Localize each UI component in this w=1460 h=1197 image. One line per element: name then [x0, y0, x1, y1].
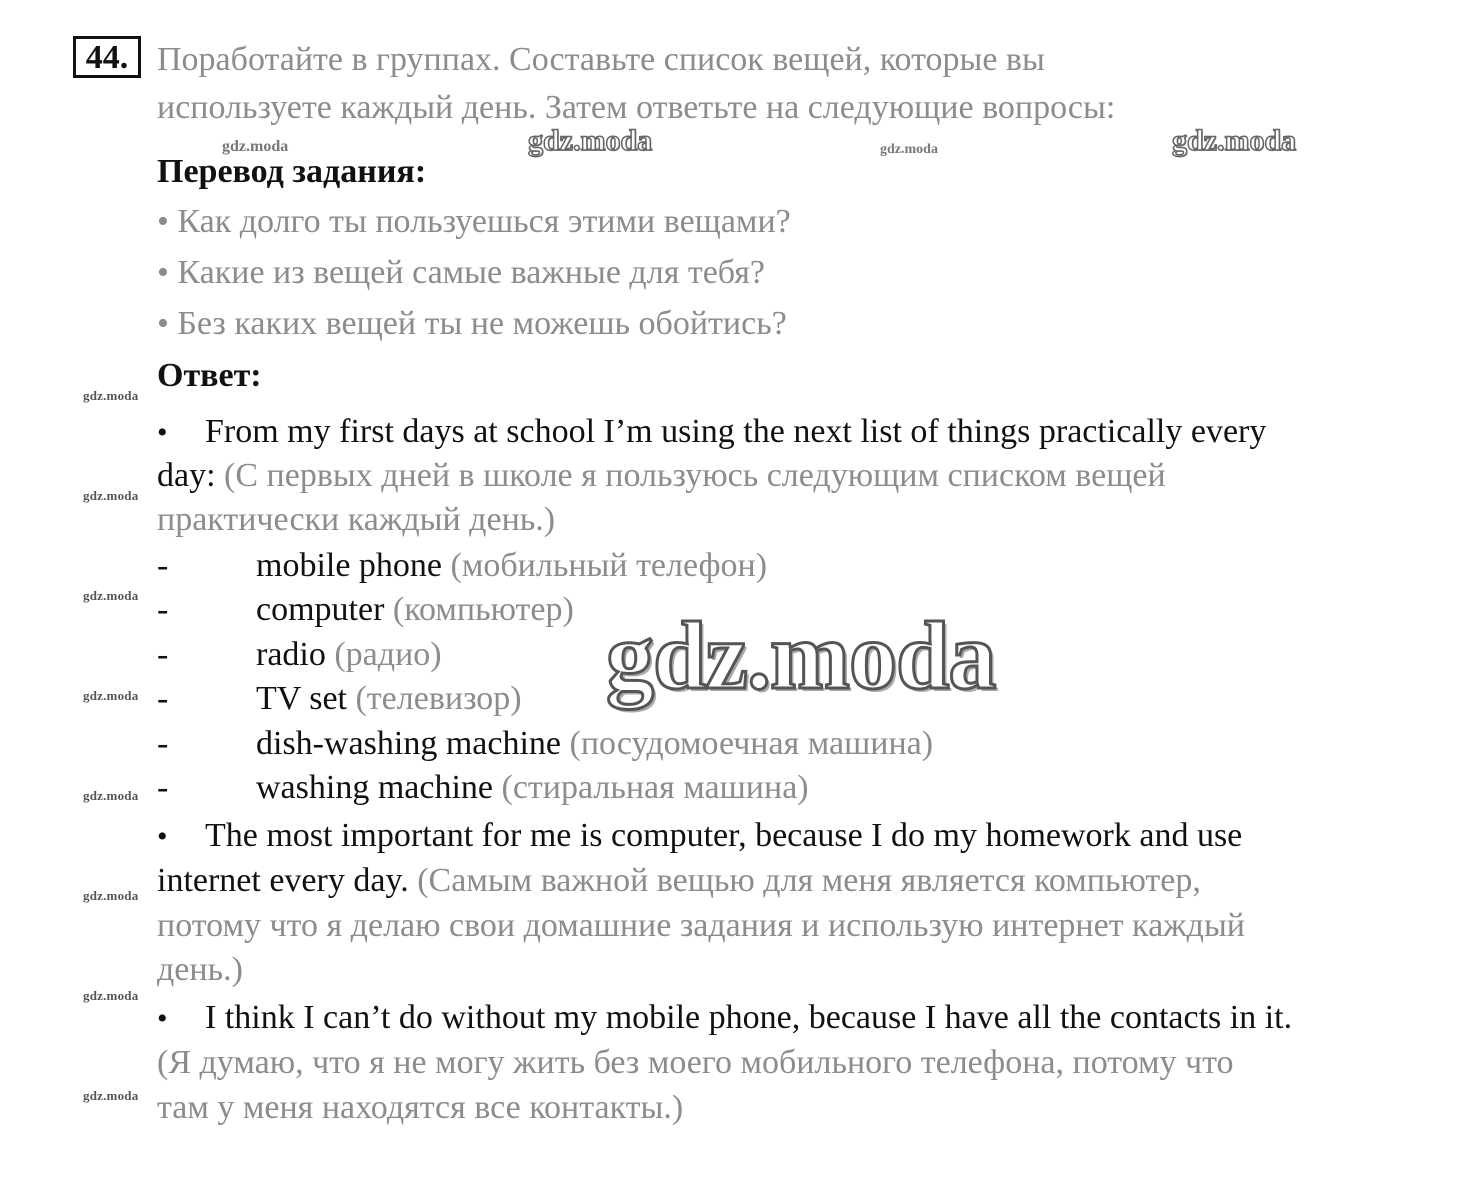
list-item: computer (компьютер)	[256, 591, 574, 628]
list-item: dish-washing machine (посудомоечная машина)	[256, 725, 934, 762]
question-1: • Как долго ты пользуешься этими вещами?	[157, 203, 791, 240]
list-dash: -	[157, 547, 169, 584]
answer-paragraph-2-line-4: день.)	[157, 951, 243, 988]
instruction-line-2: используете каждый день. Затем ответьте на следующие вопросы:	[157, 89, 1116, 126]
watermark: gdz.moda	[528, 124, 653, 157]
watermark: gdz.moda	[880, 142, 938, 157]
instruction-line-1: Поработайте в группах. Составьте список вещей, которые вы	[157, 41, 1045, 78]
question-2: • Какие из вещей самые важные для тебя?	[157, 254, 765, 291]
list-item: washing machine (стиральная машина)	[256, 769, 809, 806]
watermark: gdz.moda	[83, 788, 139, 803]
bullet-icon: •	[157, 416, 168, 449]
list-dash: -	[157, 680, 169, 717]
answer-paragraph-1-line-1: • From my first days at school I’m using the next list of things practically every	[157, 412, 1266, 453]
answer-paragraph-2-line-3: потому что я делаю свои домашние задания и использую интернет каждый	[157, 907, 1245, 944]
answer-paragraph-2-line-1: • The most important for me is computer, because I do my homework and use	[157, 816, 1242, 857]
answer-paragraph-3-line-2: (Я думаю, что я не могу жить без моего мобильного телефона, потому что	[157, 1044, 1234, 1081]
answer-heading: Ответ:	[157, 357, 262, 394]
list-dash: -	[157, 591, 169, 628]
watermark: gdz.moda	[83, 388, 139, 403]
answer-paragraph-3-line-1: • I think I can’t do without my mobile phone, because I have all the contacts in it.	[157, 998, 1292, 1039]
list-dash: -	[157, 636, 169, 673]
answer-paragraph-1-line-3: практически каждый день.)	[157, 501, 556, 538]
question-3: • Без каких вещей ты не можешь обойтись?	[157, 305, 787, 342]
watermark-large: gdz.moda	[606, 602, 996, 709]
list-dash: -	[157, 769, 169, 806]
watermark: gdz.moda	[83, 988, 139, 1003]
list-item: mobile phone (мобильный телефон)	[256, 547, 768, 584]
answer-paragraph-1-line-2: day: (С первых дней в школе я пользуюсь следующим списком вещей	[157, 457, 1166, 494]
watermark: gdz.moda	[83, 588, 139, 603]
task-number: 44.	[73, 36, 141, 78]
bullet-icon: •	[157, 1002, 168, 1035]
watermark: gdz.moda	[222, 138, 289, 155]
answer-paragraph-3-line-3: там у меня находятся все контакты.)	[157, 1089, 684, 1126]
bullet-icon: •	[157, 820, 168, 853]
watermark: gdz.moda	[83, 688, 139, 703]
list-dash: -	[157, 725, 169, 762]
watermark: gdz.moda	[83, 888, 139, 903]
list-item: radio (радио)	[256, 636, 442, 673]
list-item: TV set (телевизор)	[256, 680, 522, 717]
watermark: gdz.moda	[1172, 124, 1297, 157]
answer-paragraph-2-line-2: internet every day. (Самым важной вещью для меня является компьютер,	[157, 862, 1201, 899]
watermark: gdz.moda	[83, 488, 139, 503]
watermark: gdz.moda	[83, 1088, 139, 1103]
translation-heading: Перевод задания:	[157, 153, 427, 190]
